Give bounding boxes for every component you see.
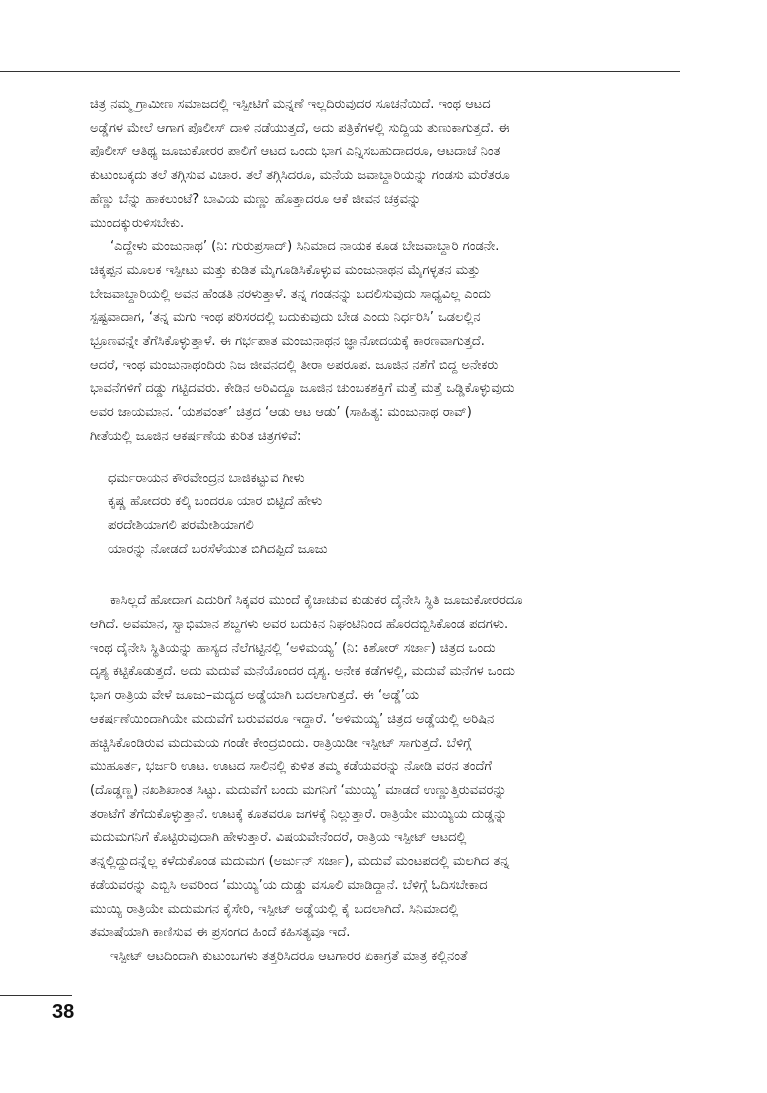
text-line: ಹೆಣ್ಣು ಬೆನ್ನು ಹಾಕಲುಂಟೆ? ಬಾವಿಯ ಮಣ್ಣು ಹೊತ್ತಾದರೂ ಆಕೆ ಜೀವನ ಚಕ್ರವನ್ನು <box>90 191 422 207</box>
text-line: ಆಕರ್ಷಣೆಯಿಂದಾಗಿಯೇ ಮದುವೆಗೆ ಬರುವವರೂ ಇದ್ದಾರೆ. ‘ಅಳಿಮಯ್ಯ’ ಚಿತ್ರದ ಅಡ್ಡೆಯಲ್ಲಿ ಅರಿಷಿನ <box>90 711 495 727</box>
top-rule <box>0 71 680 72</box>
paragraph-3 <box>90 589 690 945</box>
text-line: ಕಾಸಿಲ್ಲದೆ ಹೋದಾಗ ಎದುರಿಗೆ ಸಿಕ್ಕವರ ಮುಂದೆ ಕೈಚಾಚುವ ಕುಡುಕರ ದೈನೇಸಿ ಸ್ಥಿತಿ ಜೂಜುಕೋರರದೂ <box>110 593 523 609</box>
text-line: ತನ್ನಲ್ಲಿದ್ದುದನ್ನೆಲ್ಲ ಕಳೆದುಕೊಂಡ ಮದುಮಗ (ಅರ್ಜುನ್ ಸರ್ಜಾ), ಮದುವೆ ಮಂಟಪದಲ್ಲಿ ಮಲಗಿದ ತನ್ನ <box>90 854 510 870</box>
article-body <box>90 93 690 969</box>
text-line: ಅಡ್ಡೆಗಳ ಮೇಲೆ ಆಗಾಗ ಪೊಲೀಸ್ ದಾಳಿ ನಡೆಯುತ್ತದೆ, ಅದು ಪತ್ರಿಕೆಗಳಲ್ಲಿ ಸುದ್ದಿಯ ತುಣುಕಾಗುತ್ತದೆ. ಈ <box>90 120 510 136</box>
text-line: (ದೊಡ್ಡಣ್ಣ) ನಖಶಿಖಾಂತ ಸಿಟ್ಟು. ಮದುವೆಗೆ ಬಂದು ಮಗನಿಗೆ ‘ಮುಯ್ಯಿ’ ಮಾಡದೆ ಉಣ್ಣುತ್ತಿರುವವರನ್ನು <box>90 782 507 798</box>
text-line: ತಮಾಷೆಯಾಗಿ ಕಾಣಿಸುವ ಈ ಪ್ರಸಂಗದ ಹಿಂದೆ ಕಹಿಸತ್ಯವೂ ಇದೆ. <box>90 925 351 941</box>
paragraph-1 <box>90 93 690 235</box>
text-line: ಕಡೆಯವರನ್ನು ಎಬ್ಬಿಸಿ ಅವರಿಂದ ‘ಮುಯ್ಯಿ’ಯ ದುಡ್ಡು ವಸೂಲಿ ಮಾಡಿದ್ದಾನೆ. ಬೆಳಿಗ್ಗೆ ಓದಿಸಬೇಕಾದ <box>90 877 488 893</box>
footer-rule <box>0 995 72 996</box>
poem-line: ಯಾರನ್ನು ನೋಡದೆ ಬರಸೆಳೆಯುತ ಬಿಗಿದಪ್ಪಿದೆ ಜೂಜು <box>108 541 328 557</box>
text-line: ಅವರ ಜಾಯಮಾನ. ‘ಯಶವಂತ್’ ಚಿತ್ರದ ‘ಆಡು ಆಟ ಆಡು’ (ಸಾಹಿತ್ಯ: ಮಂಜುನಾಥ ರಾವ್) <box>90 405 472 421</box>
text-line: ಹಚ್ಚಿಸಿಕೊಂಡಿರುವ ಮದುಮಯ ಗಂಡೇ ಕೇಂದ್ರಬಿಂದು. ರಾತ್ರಿಯಿಡೀ ಇಸ್ಪೀಟ್ ಸಾಗುತ್ತದೆ. ಬೆಳಿಗ್ಗೆ <box>90 735 472 751</box>
text-line: ಚಿತ್ರ ನಮ್ಮ ಗ್ರಾಮೀಣ ಸಮಾಜದಲ್ಲಿ ಇಸ್ಪೀಟಿಗೆ ಮನ್ನಣೆ ಇಲ್ಲದಿರುವುದರ ಸೂಚನೆಯಿದೆ. ಇಂಥ ಆಟದ <box>90 97 491 112</box>
text-line: ದೃಶ್ಯ ಕಟ್ಟಿಕೊಡುತ್ತದೆ. ಅದು ಮದುವೆ ಮನೆಯೊಂದರ ದೃಶ್ಯ. ಅನೇಕ ಕಡೆಗಳಲ್ಲಿ, ಮದುವೆ ಮನೆಗಳ ಒಂದು <box>90 664 515 680</box>
text-line: ಮುಹೂರ್ತ, ಭರ್ಜರಿ ಊಟ. ಊಟದ ಸಾಲಿನಲ್ಲಿ ಕುಳಿತ ತಮ್ಮ ಕಡೆಯವರನ್ನು ನೋಡಿ ವರನ ತಂದೆಗೆ <box>90 759 492 775</box>
text-line: ಇಸ್ಪೀಟ್ ಆಟದಿಂದಾಗಿ ಕುಟುಂಬಗಳು ತತ್ತರಿಸಿದರೂ ಆಟಗಾರರ ಏಕಾಗ್ರತೆ ಮಾತ್ರ ಕಲ್ಲಿನಂತೆ <box>110 948 468 964</box>
text-line: ಮುಯ್ಯಿ ರಾತ್ರಿಯೇ ಮದುಮಗನ ಕೈಸೇರಿ, ಇಸ್ಪೀಟ್ ಅಡ್ಡೆಯಲ್ಲಿ ಕೈ ಬದಲಾಗಿದೆ. ಸಿನಿಮಾದಲ್ಲಿ <box>90 901 459 917</box>
text-line: ಭಾಗ ರಾತ್ರಿಯ ವೇಳೆ ಜೂಜು–ಮದ್ಯದ ಅಡ್ಡೆಯಾಗಿ ಬದಲಾಗುತ್ತದೆ. ಈ ‘ಅಡ್ಡೆ’ಯ <box>90 688 419 704</box>
text-line: ಗೀತೆಯಲ್ಲಿ ಜೂಜಿನ ಆಕರ್ಷಣೆಯ ಕುರಿತ ಚಿತ್ರಗಳಿವೆ: <box>90 428 302 444</box>
poem-line: ಕೃಷ್ಣ ಹೋದರು ಕಲ್ಕಿ ಬಂದರೂ ಯಾರ ಬಿಟ್ಟಿದೆ ಹೇಳು <box>108 494 323 510</box>
text-line: ಕುಟುಂಬಕ್ಕದು ತಲೆ ತಗ್ಗಿಸುವ ವಿಚಾರ. ತಲೆ ತಗ್ಗಿಸಿದರೂ, ಮನೆಯ ಜವಾಬ್ದಾರಿಯನ್ನು ಗಂಡಸು ಮರೆತರೂ <box>90 168 510 184</box>
text-line: ಆಗಿದೆ. ಅವಮಾನ, ಸ್ವಾಭಿಮಾನ ಶಬ್ದಗಳು ಅವರ ಬದುಕಿನ ನಿಘಂಟಿನಿಂದ ಹೊರದಬ್ಬಿಸಿಕೊಂಡ ಪದಗಳು. <box>90 617 509 633</box>
text-line: ಇಂಥ ದೈನೇಸಿ ಸ್ಥಿತಿಯನ್ನು ಹಾಸ್ಯದ ನೆಲೆಗಟ್ಟಿನಲ್ಲಿ ‘ಅಳಿಮಯ್ಯ’ (ನಿ: ಕಿಶೋರ್ ಸರ್ಜಾ) ಚಿತ್ರದ ಒಂದು <box>90 640 496 656</box>
text-line: ಮದುಮಗನಿಗೆ ಕೊಟ್ಟಿರುವುದಾಗಿ ಹೇಳುತ್ತಾರೆ. ವಿಷಯವೇನೆಂದರೆ, ರಾತ್ರಿಯ ಇಸ್ಪೀಟ್ ಆಟದಲ್ಲಿ <box>90 830 467 846</box>
text-line: ಪೊಲೀಸ್ ಆತಿಥ್ಯ ಜೂಜುಕೋರರ ಪಾಲಿಗೆ ಆಟದ ಒಂದು ಭಾಗ ಎನ್ನಿಸಬಹುದಾದರೂ, ಆಟದಾಚೆ ನಿಂತ <box>90 144 501 160</box>
text-line: ತರಾಟೆಗೆ ತೆಗೆದುಕೊಳ್ಳುತ್ತಾನೆ. ಊಟಕ್ಕೆ ಕೂತವರೂ ಜಗಳಕ್ಕೆ ನಿಲ್ಲುತ್ತಾರೆ. ರಾತ್ರಿಯೇ ಮುಯ್ಯಿಯ ದುಡ್ಡನ್ನು <box>90 806 508 822</box>
text-line: ಸ್ಪಷ್ಟವಾದಾಗ, ‘ತನ್ನ ಮಗು ಇಂಥ ಪರಿಸರದಲ್ಲಿ ಬದುಕುವುದು ಬೇಡ ಎಂದು ನಿರ್ಧರಿಸಿ’ ಒಡಲಲ್ಲಿನ <box>90 310 481 326</box>
text-line: ಬೇಜವಾಬ್ದಾರಿಯಲ್ಲಿ ಅವನ ಹೆಂಡತಿ ನರಳುತ್ತಾಳೆ. ತನ್ನ ಗಂಡನನ್ನು ಬದಲಿಸುವುದು ಸಾಧ್ಯವಿಲ್ಲ ಎಂದು <box>90 286 491 302</box>
text-line: ‘ಎದ್ದೇಳು ಮಂಜುನಾಥ’ (ನಿ: ಗುರುಪ್ರಸಾದ್) ಸಿನಿಮಾದ ನಾಯಕ ಕೂಡ ಬೇಜವಾಬ್ದಾರಿ ಗಂಡನೇ. <box>110 239 500 255</box>
text-line: ಭ್ರೂಣವನ್ನೇ ತೆಗೆಸಿಕೊಳ್ಳುತ್ತಾಳೆ. ಈ ಗರ್ಭಪಾತ ಮಂಜುನಾಥನ ಜ್ಞಾನೋದಯಕ್ಕೆ ಕಾರಣವಾಗುತ್ತದೆ. <box>90 334 485 350</box>
page-number: 38 <box>52 1001 75 1023</box>
poem-line: ಧರ್ಮರಾಯನ ಕೌರವೇಂದ್ರನ ಬಾಜಿಕಟ್ಟುವ ಗೀಳು <box>108 470 305 486</box>
song-quote <box>108 467 690 562</box>
text-line: ಚಿಕ್ಕಪ್ಪನ ಮೂಲಕ ಇಸ್ಪೀಟು ಮತ್ತು ಕುಡಿತ ಮೈಗೂಡಿಸಿಕೊಳ್ಳುವ ಮಂಜುನಾಥನ ಮೈಗಳ್ಳತನ ಮತ್ತು <box>90 262 481 278</box>
spacer <box>90 581 690 589</box>
paragraph-4 <box>90 945 690 969</box>
text-line: ಭಾವನೆಗಳಿಗೆ ದಡ್ಡು ಗಟ್ಟಿದವರು. ಕೇಡಿನ ಅರಿವಿದ್ದೂ ಜೂಜಿನ ಚುಂಬಕಶಕ್ತಿಗೆ ಮತ್ತೆ ಮತ್ತೆ ಒಡ್ಡಿಕೊಳ್ಳುವುದು <box>90 381 515 397</box>
poem-line: ಪರದೇಶಿಯಾಗಲಿ ಪರಮೇಶಿಯಾಗಲಿ <box>108 517 254 533</box>
paragraph-2 <box>90 235 690 448</box>
text-line: ಮುಂದಕ್ಕುರುಳಿಸಬೇಕು. <box>90 215 185 231</box>
text-line: ಆದರೆ, ಇಂಥ ಮಂಜುನಾಥಂದಿರು ನಿಜ ಜೀವನದಲ್ಲಿ ತೀರಾ ಅಪರೂಪ. ಜೂಜಿನ ನಶೆಗೆ ಬಿದ್ದ ಅನೇಕರು <box>90 357 499 373</box>
